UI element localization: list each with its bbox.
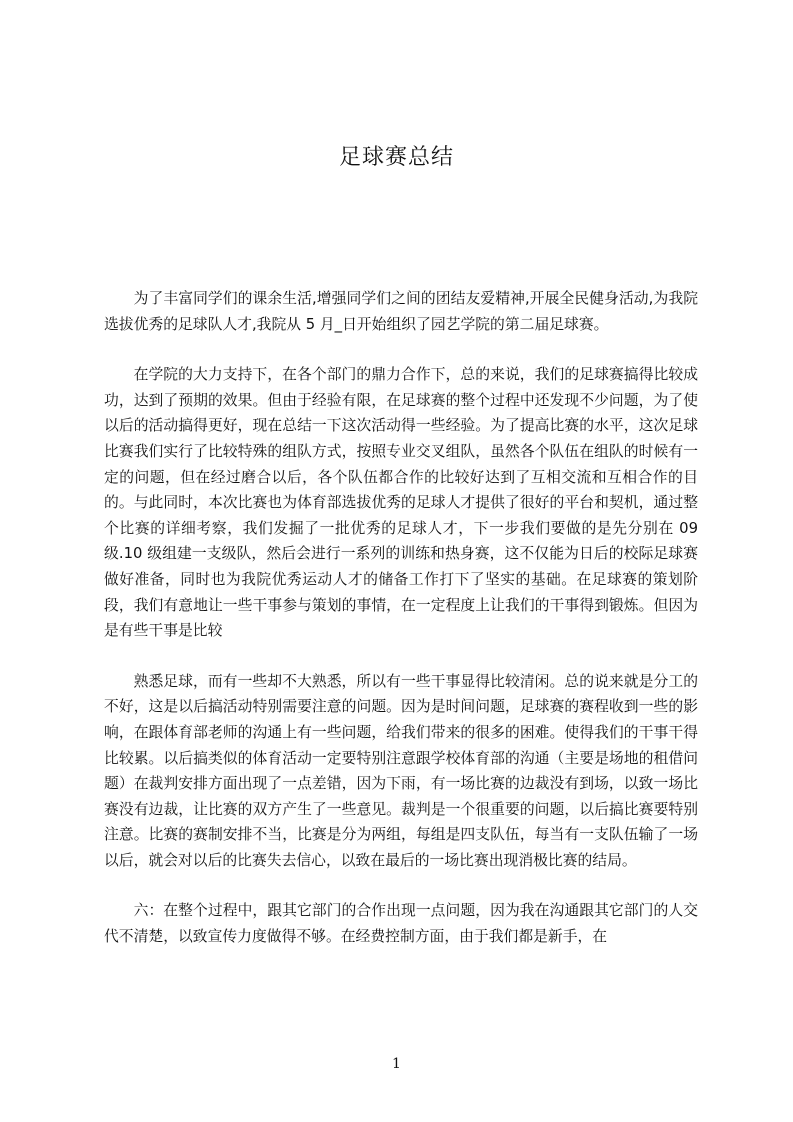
document-title: 足球赛总结 — [338, 145, 454, 170]
document-body — [104, 286, 698, 950]
paragraph-problems: 熟悉足球，而有一些却不大熟悉，所以有一些干事显得比较清闲。总的说来就是分工的不好，这是以后搞活动特别需要注意的问题。因为是时间问题，足球赛的赛程收到一些的影响，在跟体育部老师的沟通上有一些问题，给我们带来的很多的困难。使得我们的干事干得比较累。以后搞类似的体育活动一定要特别注意跟学校体育部的沟通（主要是场地的租借问题）在裁判安排方面出现了一点差错，因为下雨，有一场比赛的边裁没有到场，以致一场比赛没有边裁，让比赛的双方产生了一些意见。裁判是一个很重要的问题，以后搞比赛要特别注意。比赛的赛制安排不当，比赛是分为两组，每组是四支队伍，每当有一支队伍输了一场以后，就会对以后的比赛失去信心，以致在最后的一场比赛出现消极比赛的结局。 — [104, 672, 698, 869]
paragraph-intro: 为了丰富同学们的课余生活,增强同学们之间的团结友爱精神,开展全民健身活动,为我院选拔优秀的足球队人才,我院从 5 月_日开始组织了园艺学院的第二届足球赛。 — [104, 290, 698, 333]
paragraph-cooperation: 六：在整个过程中，跟其它部门的合作出现一点问题，因为我在沟通跟其它部门的人交代不清楚，以致宣传力度做得不够。在经费控制方面，由于我们都是新手，在 — [104, 902, 698, 946]
paragraph-summary: 在学院的大力支持下，在各个部门的鼎力合作下，总的来说，我们的足球赛搞得比较成功，达到了预期的效果。但由于经验有限，在足球赛的整个过程中还发现不少问题，为了使以后的活动搞得更好，现在总结一下这次活动得一些经验。为了提高比赛的水平，这次足球比赛我们实行了比较特殊的组队方式，按照专业交叉组队，虽然各个队伍在组队的时候有一定的问题，但在经过磨合以后，各个队伍都合作的比较好达到了互相交流和互相合作的目的。与此同时，本次比赛也为体育部选拔优秀的足球人才提供了很好的平台和契机，通过整个比赛的详细考察，我们发掘了一批优秀的足球人才，下一步我们要做的是先分别在 09 级.10 级组建一支级队，然后会进行一系列的训练和热身赛，这不仅能为日后的校际足球赛做好准备，同时也为我院优秀运动人才的储备工作打下了坚实的基础。在足球赛的策划阶段，我们有意地让一些干事参与策划的事情，在一定程度上让我们的干事得到锻炼。但因为是有些干事是比较 — [104, 366, 698, 640]
page-number: 1 — [392, 1056, 401, 1072]
